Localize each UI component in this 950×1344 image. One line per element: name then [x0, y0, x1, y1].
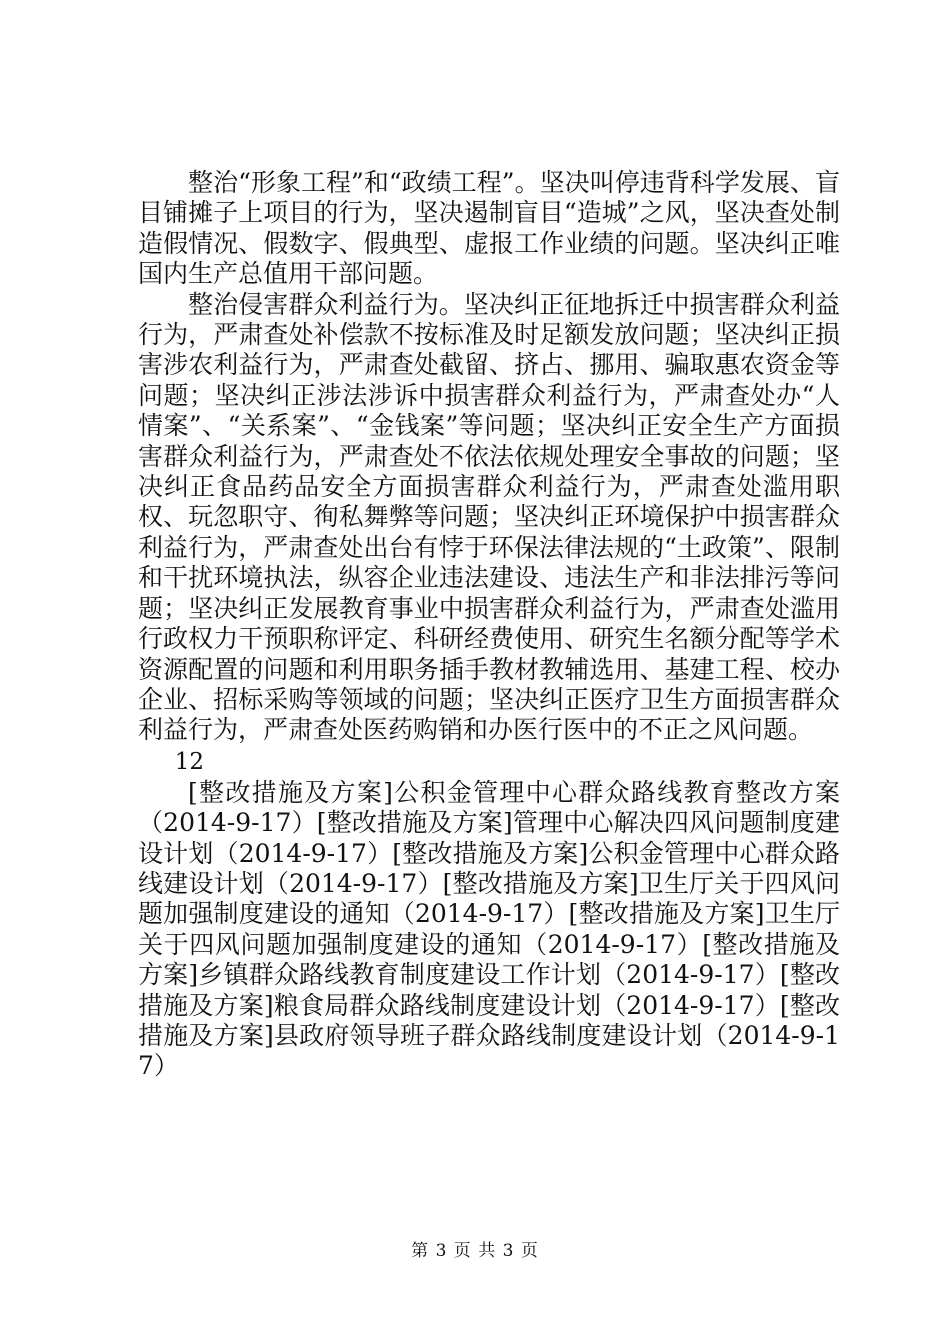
paragraph-image-projects: 整治“形象工程”和“政绩工程”。坚决叫停违背科学发展、盲目铺摊子上项目的行为，坚决遏制盲目“造城”之风，坚决查处制造假情况、假数字、假典型、虚报工作业绩的问题。坚决纠正唯国内生产总值用干部问题。: [138, 168, 840, 289]
paragraph-public-interest: 整治侵害群众利益行为。坚决纠正征地拆迁中损害群众利益行为，严肃查处补偿款不按标准及时足额发放问题；坚决纠正损害涉农利益行为，严肃查处截留、挤占、挪用、骗取惠农资金等问题；坚决纠正涉法涉诉中损害群众利益行为，严肃查处办“人情案”、“关系案”、“金钱案”等问题；坚决纠正安全生产方面损害群众利益行为，严肃查处不依法依规处理安全事故的问题；坚决纠正食品药品安全方面损害群众利益行为，严肃查处滥用职权、玩忽职守、徇私舞弊等问题；坚决纠正环境保护中损害群众利益行为，严肃查处出台有悖于环保法律法规的“土政策”、限制和干扰环境执法，纵容企业违法建设、违法生产和非法排污等问题；坚决纠正发展教育事业中损害群众利益行为，严肃查处滥用行政权力干预职称评定、科研经费使用、研究生名额分配等学术资源配置的问题和利用职务插手教材教辅选用、基建工程、校办企业、招标采购等领域的问题；坚决纠正医疗卫生方面损害群众利益行为，严肃查处医药购销和办医行医中的不正之风问题。: [138, 289, 840, 745]
document-body: [138, 168, 840, 1082]
page-footer: 第 3 页 共 3 页: [411, 1241, 539, 1261]
related-links-paragraph: [整改措施及方案]公积金管理中心群众路线教育整改方案（2014-9-17）[整改措施及方案]管理中心解决四风问题制度建设计划（2014-9-17）[整改措施及方案]公积金管理中心群众路线建设计划（2014-9-17）[整改措施及方案]卫生厅关于四风问题加强制度建设的通知（2014-9-17）[整改措施及方案]卫生厅关于四风问题加强制度建设的通知（2014-9-17）[整改措施及方案]乡镇群众路线教育制度建设工作计划（2014-9-17）[整改措施及方案]粮食局群众路线制度建设计划（2014-9-17）[整改措施及方案]县政府领导班子群众路线制度建设计划（2014-9-17）: [138, 777, 840, 1081]
page-number-marker: 12: [174, 748, 205, 775]
